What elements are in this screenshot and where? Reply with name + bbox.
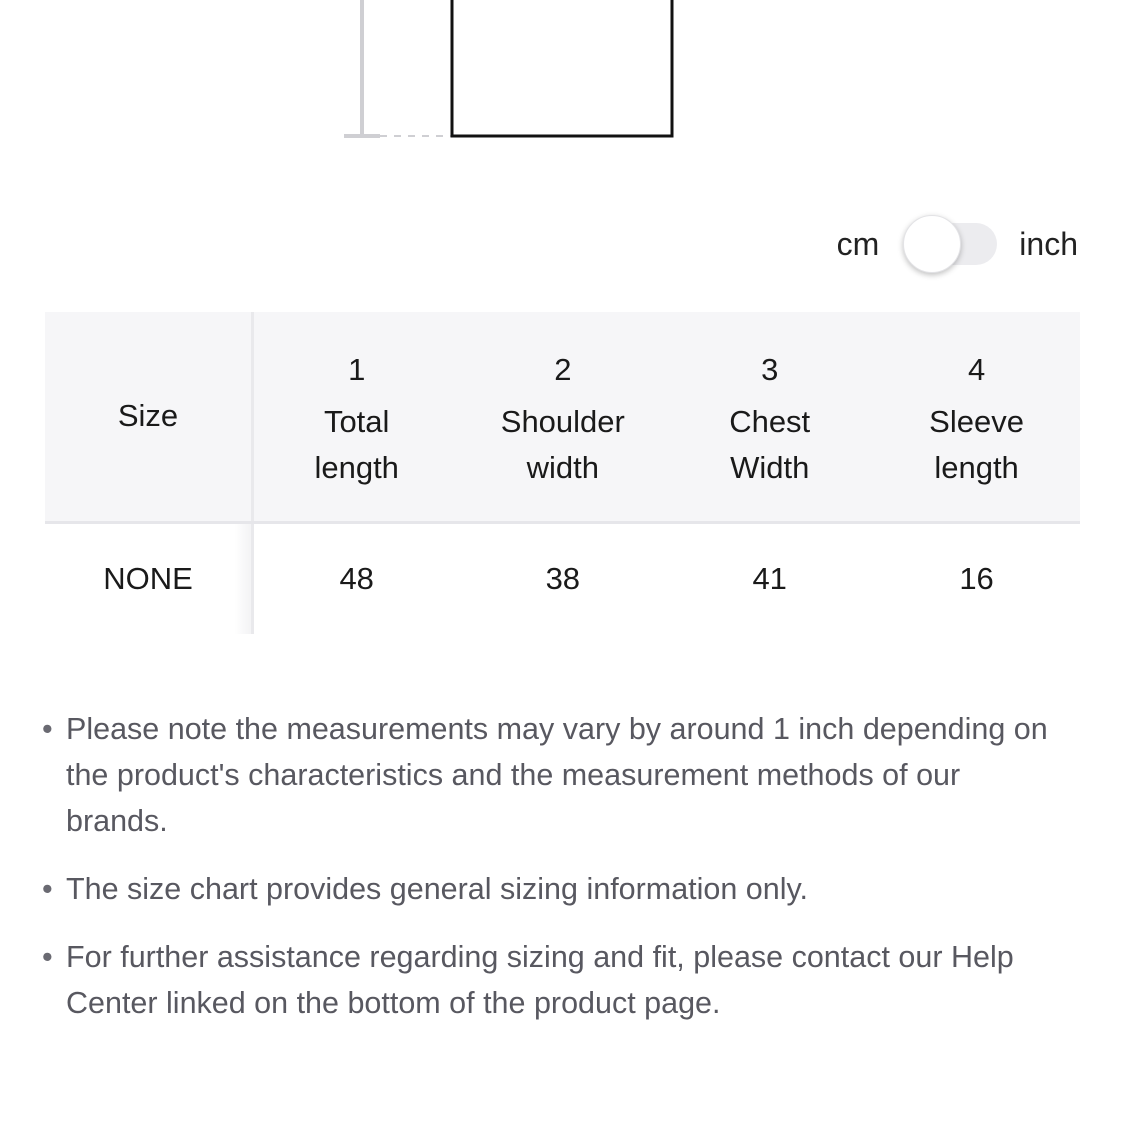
size-chart-body [45,522,1080,634]
column-number: 2 [554,352,572,388]
column-number: 4 [967,352,986,388]
garment-measurement-illustration [0,0,1125,150]
chest-width-column-header [666,312,873,522]
garment-body-outline [452,0,672,136]
column-name-line2: width [526,450,599,486]
column-name-line1: Sleeve [929,404,1024,440]
column-number: 1 [348,352,366,388]
column-name-line1: Shoulder [500,404,625,440]
column-name-line2: Width [730,450,810,486]
unit-label-inch[interactable]: inch [1019,225,1078,262]
shoulder-width-column-header [459,312,666,522]
column-name-line2: length [314,450,399,486]
column-name-line1: Total [323,404,390,440]
table-row [45,522,1080,634]
size-chart-table [45,312,1080,634]
unit-label-cm[interactable]: cm [836,225,880,262]
size-chart-header-row [45,312,1080,522]
note-item: • For further assistance regarding sizing and fit, please contact our Help Center linked on the bottom of the product page. [45,934,1055,1026]
sleeve-length-column-header [873,312,1080,522]
column-number: 3 [761,352,779,388]
note-item: • The size chart provides general sizing information only. [45,866,1055,912]
size-notes-list [45,706,1055,1048]
size-column-header: Size [45,312,253,522]
note-item: • Please note the measurements may vary by around 1 inch depending on the product's characteristics and the measurement methods of our brands. [45,706,1055,844]
column-name-line1: Chest [729,404,811,440]
total-length-column-header [253,312,460,522]
size-cell: NONE [45,522,253,634]
column-name-line2: length [934,450,1019,486]
unit-toggle-knob[interactable] [903,215,961,273]
chest-width-cell: 41 [752,560,787,596]
sleeve-length-cell: 16 [959,560,994,596]
shoulder-width-cell: 38 [545,560,581,596]
unit-toggle-row [837,212,1078,276]
unit-toggle-switch[interactable] [907,223,997,265]
total-length-cell: 48 [339,560,374,596]
size-chart-header [45,312,1080,522]
